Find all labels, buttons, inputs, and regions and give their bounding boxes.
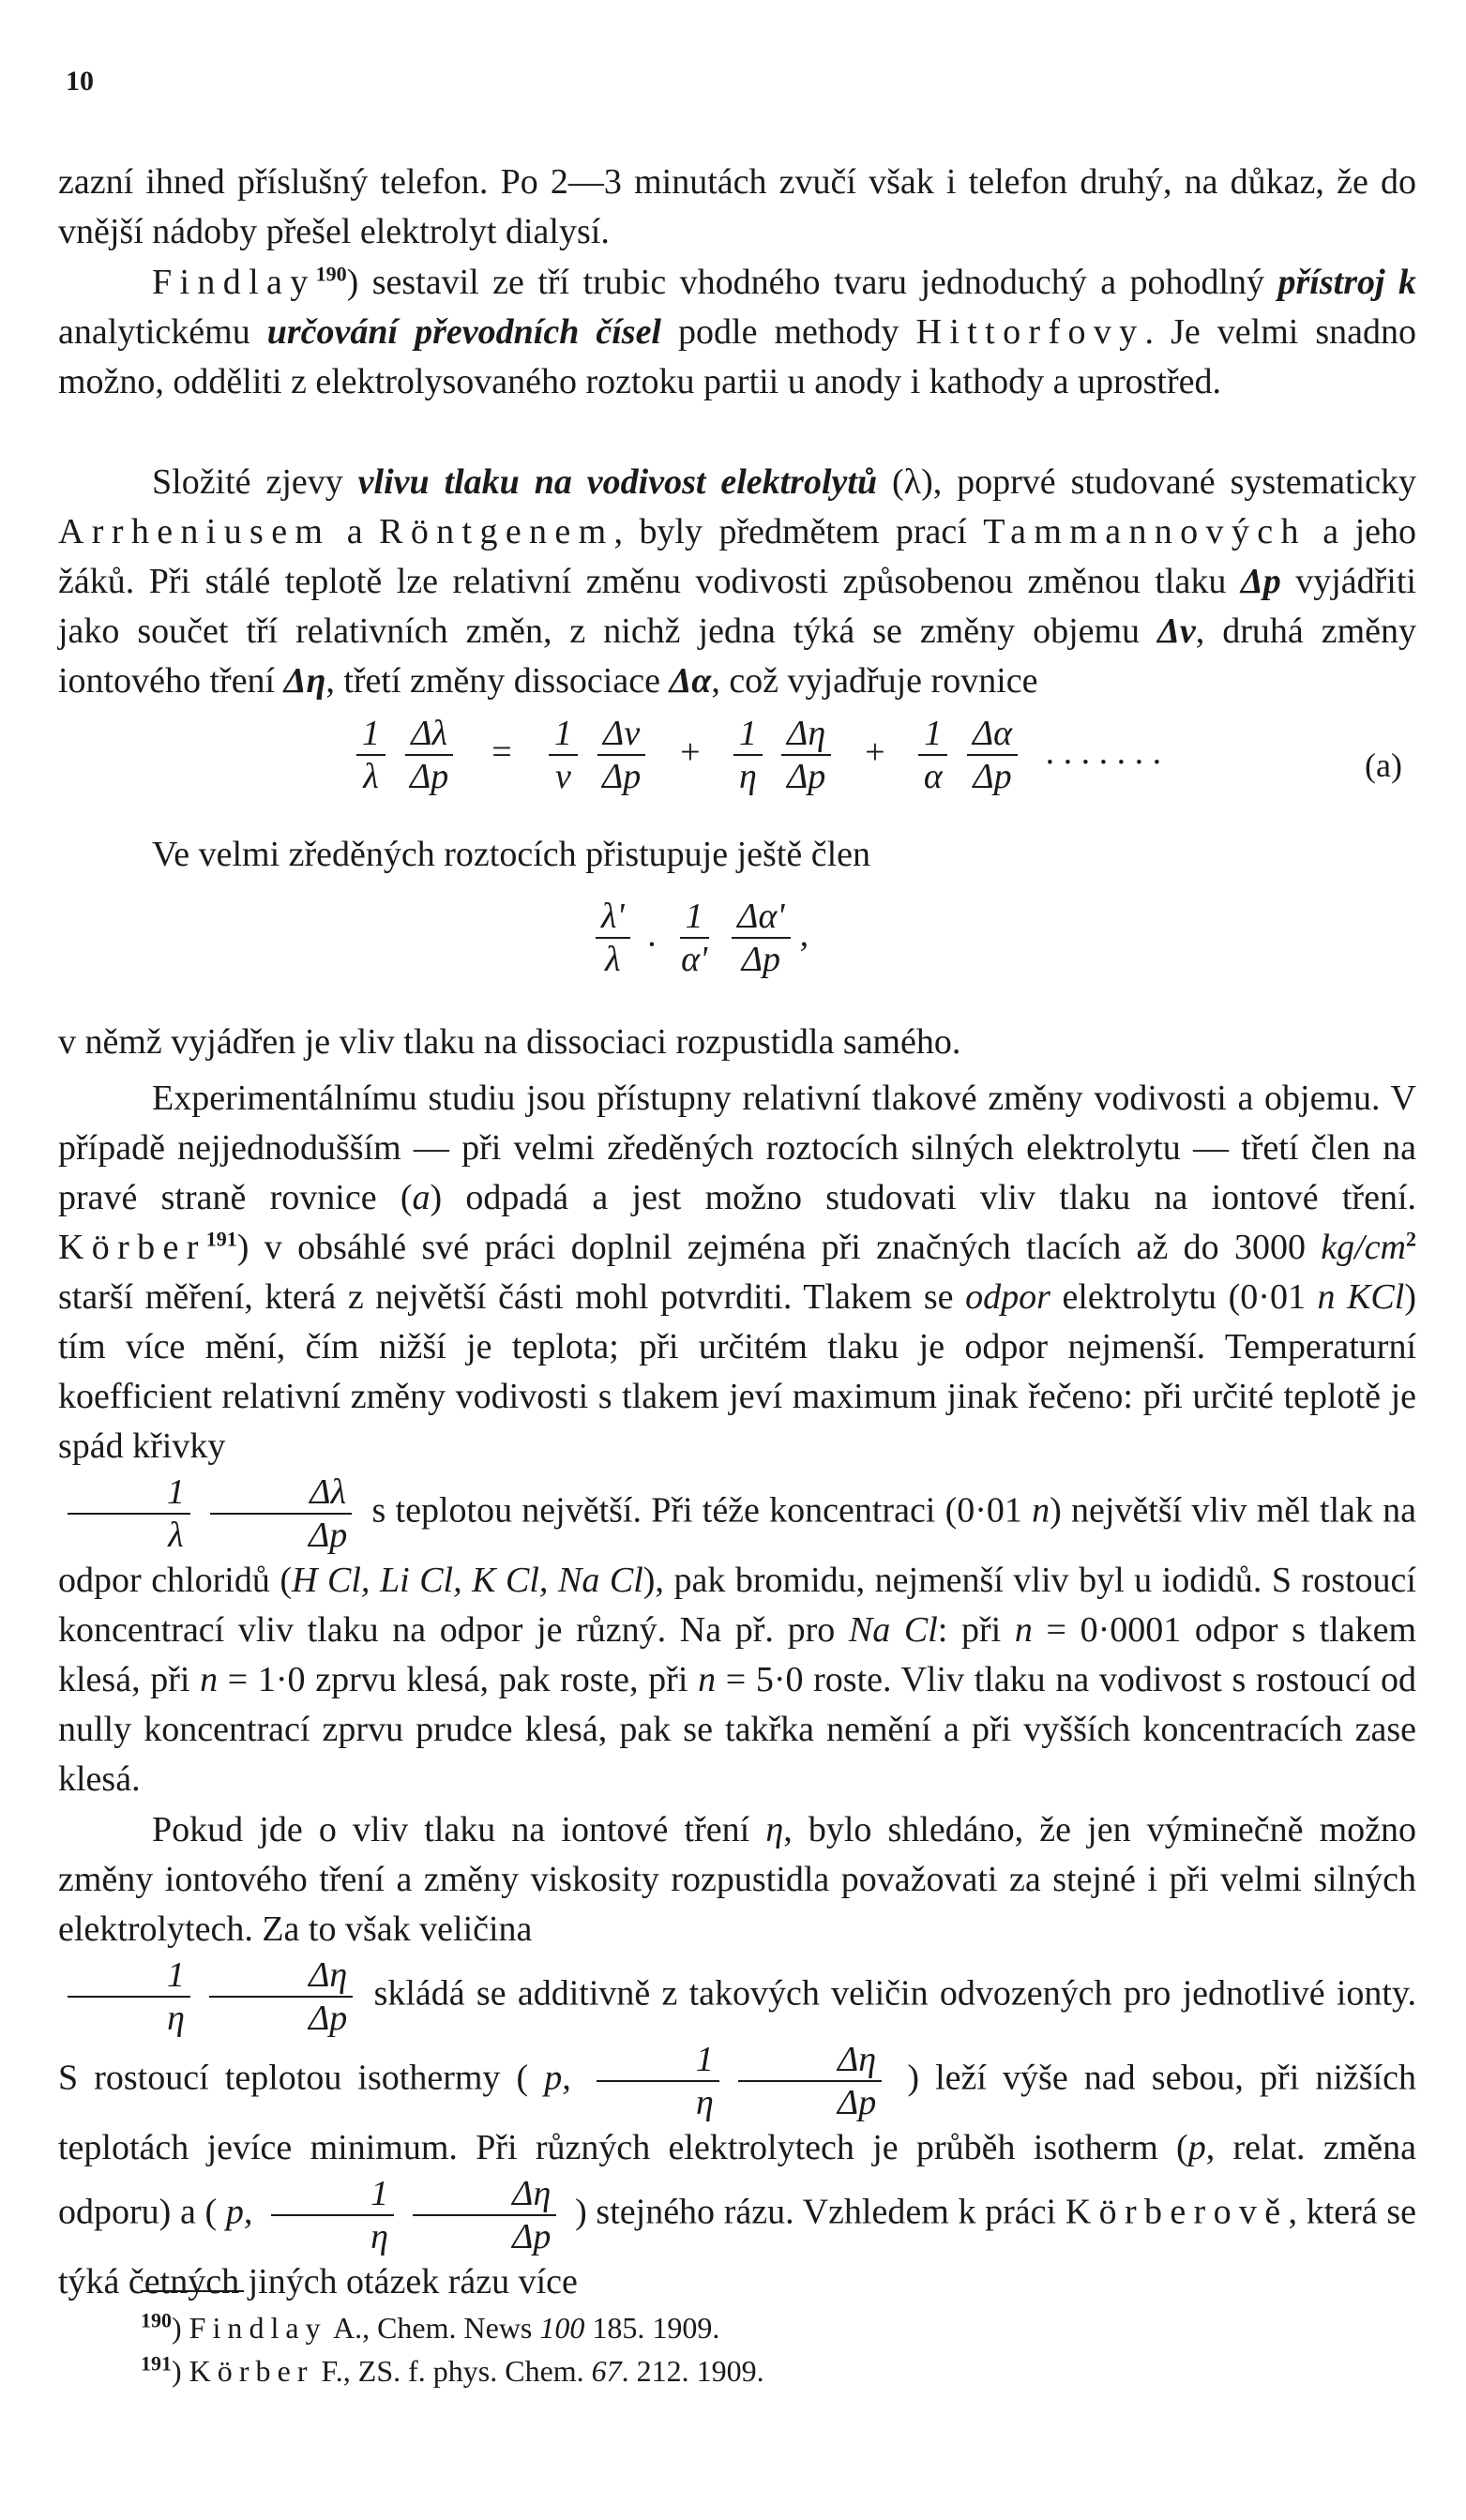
author-name: Tammannových: [983, 512, 1307, 551]
fraction: $\frac{1}{\eta}$: [597, 2039, 719, 2123]
equation-b: $\frac{\lambda'}{\lambda}$ . $\frac{1}{\alpha'}$ $\frac{\Delta\alpha'}{\Delta p}$ ,: [586, 896, 809, 980]
fraction: $\frac{\Delta\alpha'}{\Delta p}$: [732, 896, 790, 980]
footnote-191: $^{191}$) Körber F., ZS. f. phys. Chem. 67. 212. 1909.: [141, 2351, 764, 2388]
paragraph-experimental: Experimentálnímu studiu jsou přístupny relativní tlakové změny vodivosti a objemu. V případě nejjednodušším — při velmi zředěných roztocích silných elektrolytu — třetí člen na pravé straně rovnice (a) odpadá a jest možno studovati vliv tlaku na iontové tření. Körber$^{191}$) v obsáhlé své práci doplnil zejména při značných tlacích až do 3000 $kg/cm^2$ starší měření, která z největší části mohl potvrditi. Tlakem se odpor elektrolytu (0·01 n KCl) tím více mění, čím nižší je teplota; při určitém tlaku je odpor nejmenší. Temperaturní koefficient relativní změny vodivosti s tlakem jeví maximum jinak řečeno: při určité teplotě je spád křivky $\frac{1}{\lambda}$ $\frac{\Delta\lambda}{\Delta p}$ s teplotou největší. Při téže koncentraci (0·01 n) největší vliv měl tlak na odpor chloridů (H Cl, Li Cl, K Cl, Na Cl), pak bromidu, nejmenší vliv byl u iodidů. S rostoucí koncentrací vliv tlaku na odpor je různý. Na př. pro Na Cl: při n = 0·0001 odpor s tlakem klesá, při n = 1·0 zprvu klesá, pak roste, při n = 5·0 roste. Vliv tlaku na vodivost s rostoucí od nully koncentrací zprvu prudce klesá, pak se takřka nemění a při vyšších koncentracích zase klesá.: [58, 1079, 1417, 1799]
fraction: $\frac{\lambda'}{\lambda}$: [596, 896, 630, 980]
fraction: $\frac{1}{\alpha'}$: [681, 897, 708, 979]
fraction: $\frac{\Delta\eta}{\Delta p}$: [781, 713, 831, 797]
fraction: $\frac{1}{\lambda}$: [356, 713, 385, 797]
fraction: $\frac{1}{\alpha}$: [918, 713, 948, 797]
author-name: Röntgenem: [379, 512, 614, 551]
fraction: $\frac{1}{\eta}$: [733, 713, 763, 797]
author-name: Findlay: [152, 263, 316, 302]
fraction: $\frac{\Delta\eta}{\Delta p}$: [413, 2173, 556, 2257]
equation-a: $\frac{1}{\lambda}$ $\frac{\Delta\lambda}{\Delta p}$ = $\frac{1}{v}$ $\frac{\Delta v}{\Delta p}$ + $\frac{1}{\eta}$ $\frac{\Delta\eta}{\Delta p}$ + $\frac{1}{\alpha}$ $\frac{\Delta\alpha}{\Delta p}$ . . . . . . .: [347, 713, 1161, 797]
author-name: Körberově: [1065, 2192, 1289, 2232]
paragraph-ionic-friction: Pokud jde o vliv tlaku na iontové tření η, bylo shledáno, že jen výminečně možno změny iontového tření a změny viskosity rozpustidla považovati za stejné i při velmi silných elektrolytech. Za to však veličina $\frac{1}{\eta}$ $\frac{\Delta\eta}{\Delta p}$ skládá se additivně z takových veličin odvozených pro jednotlivé ionty. S rostoucí teplotou isothermy ( p, $\frac{1}{\eta}$ $\frac{\Delta\eta}{\Delta p}$ ) leží výše nad sebou, při nižších teplotách jevíce minimum. Při různých elektrolytech je průběh isotherm (p, relat. změna odporu) a ( p, $\frac{1}{\eta}$ $\frac{\Delta\eta}{\Delta p}$ ) stejného rázu. Vzhledem k práci Körberově, která se týká četných jiných otázek rázu více: [58, 1810, 1417, 2301]
paragraph-5: v němž vyjádřen je vliv tlaku na dissociaci rozpustidla samého.: [58, 1022, 961, 1062]
paragraph-4: Ve velmi zředěných roztocích přistupuje ještě člen: [152, 835, 871, 874]
fraction: $\frac{1}{\eta}$: [271, 2173, 394, 2257]
footnote-ref: 190: [315, 262, 347, 286]
fraction: $\frac{1}{\lambda}$: [68, 1471, 190, 1556]
paragraph-findlay: Findlay$^{190}$) sestavil ze tří trubic vhodného tvaru jednoduchý a pohodlný přístroj k analytickému určování převodních čísel podle methody Hittorfovy. Je velmi snadno možno, odděliti z elektrolysovaného roztoku partii u anody i kathody a uprostřed.: [58, 262, 1416, 401]
paragraph-1: zazní ihned příslušný telefon. Po 2—3 minutách zvučí však i telefon druhý, na důkaz, že do vnější nádoby přešel elektrolyt dialysí.: [58, 162, 1416, 251]
author-name: Hittorfovy: [915, 312, 1145, 352]
footnote-ref: 191: [205, 1227, 237, 1251]
fraction: $\frac{1}{v}$: [549, 713, 578, 797]
fraction: $\frac{\Delta\lambda}{\Delta p}$: [209, 1471, 353, 1556]
author-name: Arrheniusem: [58, 512, 331, 551]
fraction: $\frac{\Delta\alpha}{\Delta p}$: [967, 713, 1018, 797]
fraction: $\frac{\Delta v}{\Delta p}$: [597, 713, 646, 797]
author-name: Körber: [58, 1228, 206, 1267]
fraction: $\frac{1}{\eta}$: [68, 1954, 190, 2039]
footnote-190: $^{190}$) Findlay A., Chem. News 100 185. 1909.: [141, 2308, 720, 2345]
fraction: $\frac{\Delta\eta}{\Delta p}$: [209, 1954, 353, 2039]
equation-label: (a): [1365, 747, 1402, 784]
page-number: 10: [66, 66, 94, 97]
fraction: $\frac{\Delta\lambda}{\Delta p}$: [404, 713, 454, 797]
paragraph-pressure: Složité zjevy vlivu tlaku na vodivost elektrolytů (λ), poprvé studované systematicky Arrheniusem a Röntgenem, byly předmětem prací Tammannových a jeho žáků. Při stálé teplotě lze relativní změnu vodivosti způsobenou změnou tlaku Δp vyjádřiti jako součet tří relativních změn, z nichž jedna týká se změny objemu Δv, druhá změny iontového tření Δη, třetí změny dissociace Δα, což vyjadřuje rovnice: [58, 462, 1417, 701]
fraction: $\frac{\Delta\eta}{\Delta p}$: [738, 2039, 882, 2123]
footnote-divider: [141, 2290, 244, 2292]
